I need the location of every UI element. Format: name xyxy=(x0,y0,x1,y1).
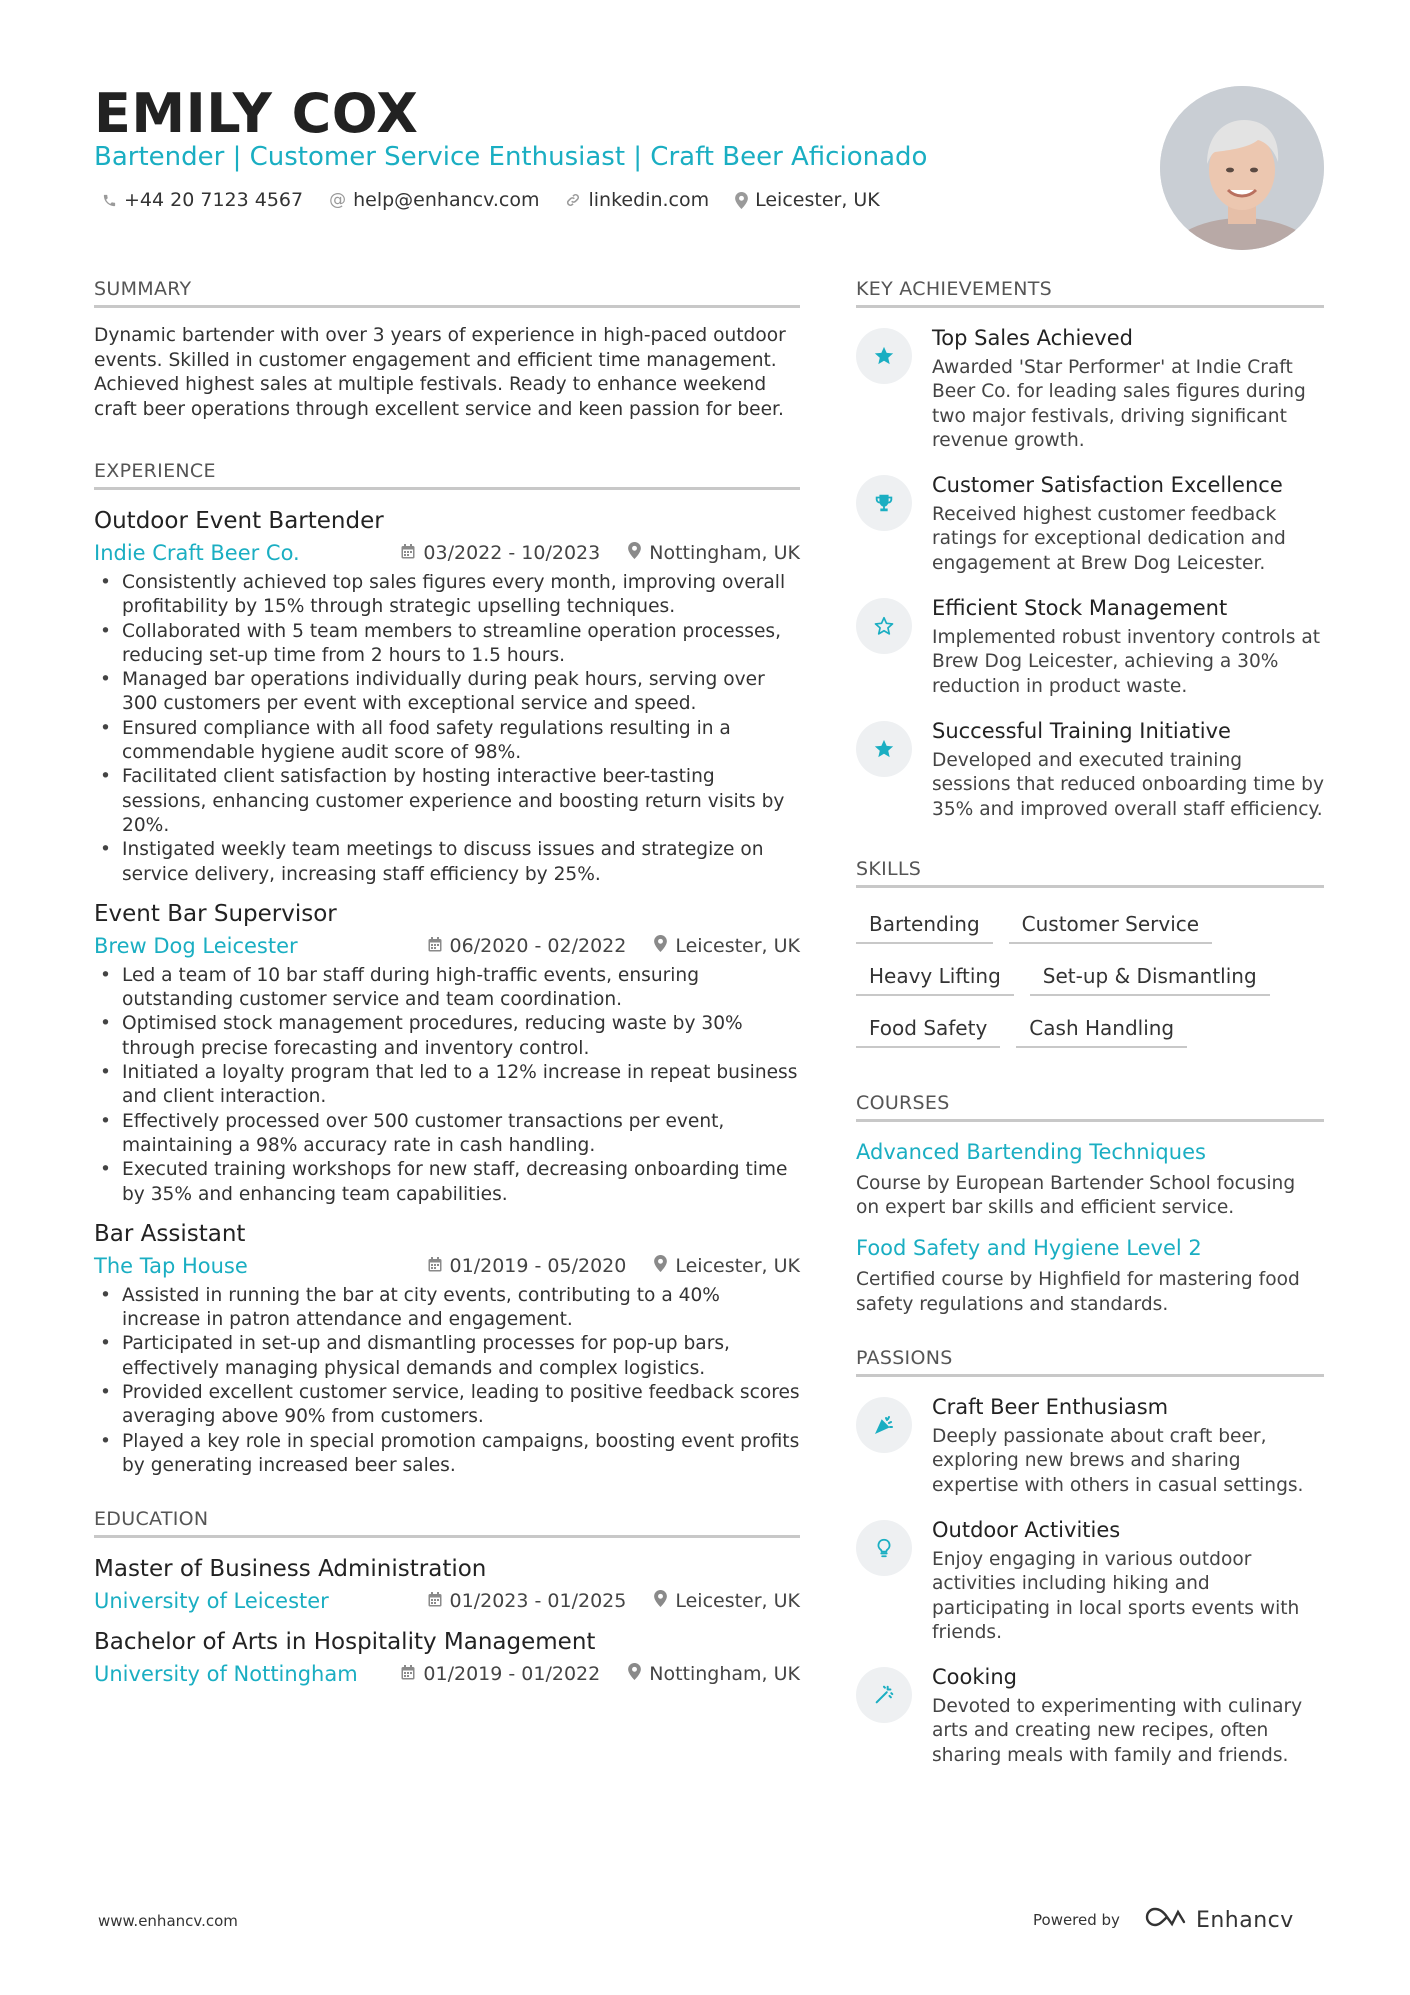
skills-section xyxy=(856,858,1324,1048)
course-item xyxy=(856,1236,1324,1317)
achievements-heading: KEY ACHIEVEMENTS xyxy=(856,278,1324,308)
job-bullets xyxy=(94,1284,800,1478)
education-dates xyxy=(401,1663,600,1685)
course-title: Advanced Bartending Techniques xyxy=(856,1139,1206,1164)
contact-phone[interactable] xyxy=(102,189,303,211)
skill-tag: Set-up & Dismantling xyxy=(1030,964,1270,996)
job-meta xyxy=(94,1254,800,1278)
at-icon: @ xyxy=(329,190,347,210)
company-name: Indie Craft Beer Co. xyxy=(94,541,300,565)
passion-desc: Enjoy engaging in various outdoor activities including hiking and participating in local sports events with friends. xyxy=(932,1548,1300,1643)
skills-heading: SKILLS xyxy=(856,858,1324,888)
education-entry xyxy=(94,1629,800,1686)
contact-email[interactable] xyxy=(329,189,539,211)
education-entry xyxy=(94,1556,800,1613)
infinity-logo-icon xyxy=(1144,1906,1190,1934)
summary-heading: SUMMARY xyxy=(94,278,800,308)
powered-by-label: Powered by xyxy=(1033,1911,1120,1929)
job-dates-text: 03/2022 - 10/2023 xyxy=(423,542,601,564)
course-title: Food Safety and Hygiene Level 2 xyxy=(856,1236,1202,1261)
achievement-item xyxy=(856,596,1324,699)
skill-tag: Cash Handling xyxy=(1016,1016,1187,1048)
course-item xyxy=(856,1140,1324,1221)
achievement-title: Top Sales Achieved xyxy=(932,326,1133,350)
bullet-item: • Managed bar operations individually during peak hours, serving over 300 customers per event with exceptional service and speed. xyxy=(94,668,800,717)
experience-heading: EXPERIENCE xyxy=(94,460,800,490)
education-dates xyxy=(428,1590,627,1612)
summary-section xyxy=(94,278,800,422)
school-name: University of Leicester xyxy=(94,1589,329,1614)
passion-item xyxy=(856,1665,1324,1768)
course-desc: Certified course by Highfield for mastering food safety regulations and standards. xyxy=(856,1269,1300,1315)
linkedin-text: linkedin.com xyxy=(588,189,710,211)
footer-url[interactable]: www.enhancv.com xyxy=(98,1912,238,1930)
experience-section xyxy=(94,460,800,1478)
bullet-item: • Provided excellent customer service, leading to positive feedback scores averaging above 90% from customers. xyxy=(94,1381,800,1430)
bullet-item: • Consistently achieved top sales figures every month, improving overall profitability by 15% through strategic upselling techniques. xyxy=(94,571,800,620)
powered-by xyxy=(1033,1906,1294,1934)
bullet-item: • Led a team of 10 bar staff during high-traffic events, ensuring outstanding customer service and team coordination. xyxy=(94,964,800,1013)
job-dates-text: 06/2020 - 02/2022 xyxy=(449,934,627,957)
skills-list xyxy=(856,912,1324,1048)
location-pin-icon xyxy=(628,1663,641,1685)
education-meta xyxy=(94,1589,800,1613)
education-section xyxy=(94,1508,800,1686)
bullet-item: • Assisted in running the bar at city events, contributing to a 40% increase in patron attendance and engagement. xyxy=(94,1284,800,1333)
bullet-item: • Optimised stock management procedures, reducing waste by 30% through precise forecasting and inventory control. xyxy=(94,1012,800,1061)
passions-section xyxy=(856,1347,1324,1768)
achievement-title: Successful Training Initiative xyxy=(932,718,1231,743)
location-pin-icon xyxy=(628,542,641,564)
location-pin-icon xyxy=(654,935,667,957)
education-heading: EDUCATION xyxy=(94,1508,800,1538)
left-column xyxy=(94,278,800,1700)
trophy-icon xyxy=(856,475,912,531)
skill-tag: Bartending xyxy=(856,912,993,944)
education-location xyxy=(654,1590,800,1612)
achievement-title: Efficient Stock Management xyxy=(932,596,1228,621)
contact-linkedin[interactable] xyxy=(565,189,709,211)
bullet-item: • Ensured compliance with all food safety regulations resulting in a commendable hygiene audit score of 98%. xyxy=(94,717,800,766)
phone-text: +44 20 7123 4567 xyxy=(124,189,304,211)
passion-title: Craft Beer Enthusiasm xyxy=(932,1395,1169,1420)
job-meta xyxy=(94,934,800,958)
email-text: help@enhancv.com xyxy=(353,189,540,211)
star-icon xyxy=(856,328,912,384)
job-location-text: Nottingham, UK xyxy=(649,542,800,564)
passion-item xyxy=(856,1518,1324,1645)
bullet-item: • Executed training workshops for new staff, decreasing onboarding time by 35% and enhancing team capabilities. xyxy=(94,1158,800,1207)
lightbulb-icon xyxy=(856,1520,912,1576)
passion-desc: Deeply passionate about craft beer, exploring new brews and sharing expertise with others in casual settings. xyxy=(932,1426,1304,1496)
company-name: Brew Dog Leicester xyxy=(94,933,298,958)
achievement-item xyxy=(856,473,1324,576)
passions-heading: PASSIONS xyxy=(856,1347,1324,1377)
job-title: Outdoor Event Bartender xyxy=(94,508,384,534)
phone-icon xyxy=(102,193,117,208)
link-icon xyxy=(565,192,581,208)
achievement-desc: Implemented robust inventory controls at Brew Dog Leicester, achieving a 30% reduction in product waste. xyxy=(932,627,1321,697)
job-bullets xyxy=(94,571,800,887)
bullet-item: • Collaborated with 5 team members to streamline operation processes, reducing set-up time from 2 hours to 1.5 hours. xyxy=(94,620,800,669)
experience-entry xyxy=(94,508,800,887)
job-dates xyxy=(428,1255,627,1277)
job-dates xyxy=(401,542,600,564)
enhancv-logo[interactable] xyxy=(1144,1906,1294,1934)
degree-title: Bachelor of Arts in Hospitality Management xyxy=(94,1629,596,1656)
calendar-icon xyxy=(401,1663,415,1685)
courses-section xyxy=(856,1092,1324,1317)
bullet-item: • Played a key role in special promotion campaigns, boosting event profits by generating increased beer sales. xyxy=(94,1430,800,1479)
brand-name: Enhancv xyxy=(1195,1907,1294,1933)
location-text: Leicester, UK xyxy=(755,189,880,211)
degree-title: Master of Business Administration xyxy=(94,1556,487,1583)
magic-wand-icon xyxy=(856,1667,912,1723)
course-desc: Course by European Bartender School focusing on expert bar skills and efficient service. xyxy=(856,1172,1296,1219)
location-pin-icon xyxy=(654,1590,667,1612)
calendar-icon xyxy=(428,935,442,957)
job-location xyxy=(654,1255,800,1277)
bullet-item: • Effectively processed over 500 customer transactions per event, maintaining a 98% accuracy rate in cash handling. xyxy=(94,1110,800,1159)
school-name: University of Nottingham xyxy=(94,1662,358,1687)
job-title: Event Bar Supervisor xyxy=(94,900,337,927)
experience-entry xyxy=(94,1221,800,1478)
calendar-icon xyxy=(428,1590,442,1612)
achievement-title: Customer Satisfaction Excellence xyxy=(932,473,1283,498)
achievement-item xyxy=(856,326,1324,453)
achievement-desc: Received highest customer feedback ratings for exceptional dedication and engagement at Brew Dog Leicester. xyxy=(932,504,1286,574)
education-location xyxy=(628,1663,800,1685)
education-meta xyxy=(94,1662,800,1686)
contact-location xyxy=(735,189,880,211)
skill-tag: Heavy Lifting xyxy=(856,964,1014,996)
job-location-text: Leicester, UK xyxy=(675,934,800,957)
passion-title: Cooking xyxy=(932,1665,1017,1690)
education-location-text: Leicester, UK xyxy=(675,1590,800,1613)
bullet-item: • Facilitated client satisfaction by hosting interactive beer-tasting sessions, enhancing customer experience and boosting return visits by 20%. xyxy=(94,765,800,838)
star-outline-icon xyxy=(856,598,912,654)
education-dates-text: 01/2023 - 01/2025 xyxy=(449,1590,627,1613)
job-location xyxy=(628,542,800,564)
achievement-desc: Developed and executed training sessions that reduced onboarding time by 35% and improved overall staff efficiency. xyxy=(932,749,1324,820)
bullet-item: • Participated in set-up and dismantling processes for pop-up bars, effectively managing physical demands and complex logistics. xyxy=(94,1332,800,1381)
achievement-item xyxy=(856,719,1324,822)
calendar-icon xyxy=(428,1255,442,1277)
achievements-section xyxy=(856,278,1324,822)
job-meta xyxy=(94,541,800,565)
contact-bar xyxy=(102,189,880,211)
company-name: The Tap House xyxy=(94,1253,248,1278)
profile-photo xyxy=(1160,86,1324,250)
experience-entry xyxy=(94,901,800,1207)
courses-heading: COURSES xyxy=(856,1092,1324,1122)
job-dates xyxy=(428,935,627,957)
job-bullets xyxy=(94,964,800,1207)
passion-desc: Devoted to experimenting with culinary arts and creating new recipes, often sharing meals with family and friends. xyxy=(932,1696,1303,1766)
candidate-headline: Bartender | Customer Service Enthusiast | Craft Beer Aficionado xyxy=(94,142,928,172)
job-dates-text: 01/2019 - 05/2020 xyxy=(449,1254,627,1277)
location-pin-icon xyxy=(735,192,748,209)
passion-title: Outdoor Activities xyxy=(932,1517,1121,1542)
achievement-desc: Awarded 'Star Performer' at Indie Craft Beer Co. for leading sales figures during two major festivals, driving significant revenue growth. xyxy=(932,357,1306,451)
skill-tag: Customer Service xyxy=(1009,912,1212,944)
candidate-name: EMILY COX xyxy=(94,82,419,145)
star-icon xyxy=(856,721,912,777)
job-location-text: Leicester, UK xyxy=(675,1254,800,1277)
location-pin-icon xyxy=(654,1255,667,1277)
summary-text: Dynamic bartender with over 3 years of experience in high-paced outdoor events. Skilled in customer engagement and efficient time management. Achieved highest sales at multiple festivals. Ready to enhance weekend craft beer operations through excellent service and keen passion for beer. xyxy=(94,325,786,420)
job-title: Bar Assistant xyxy=(94,1220,246,1247)
party-popper-icon xyxy=(856,1397,912,1453)
education-dates-text: 01/2019 - 01/2022 xyxy=(423,1663,601,1686)
job-location xyxy=(654,935,800,957)
skill-tag: Food Safety xyxy=(856,1016,1000,1048)
bullet-item: • Instigated weekly team meetings to discuss issues and strategize on service delivery, increasing staff efficiency by 25%. xyxy=(94,838,800,887)
right-column xyxy=(856,278,1324,1788)
passion-item xyxy=(856,1395,1324,1498)
education-location-text: Nottingham, UK xyxy=(649,1663,800,1686)
bullet-item: • Initiated a loyalty program that led to a 12% increase in repeat business and client interaction. xyxy=(94,1061,800,1110)
calendar-icon xyxy=(401,542,415,564)
